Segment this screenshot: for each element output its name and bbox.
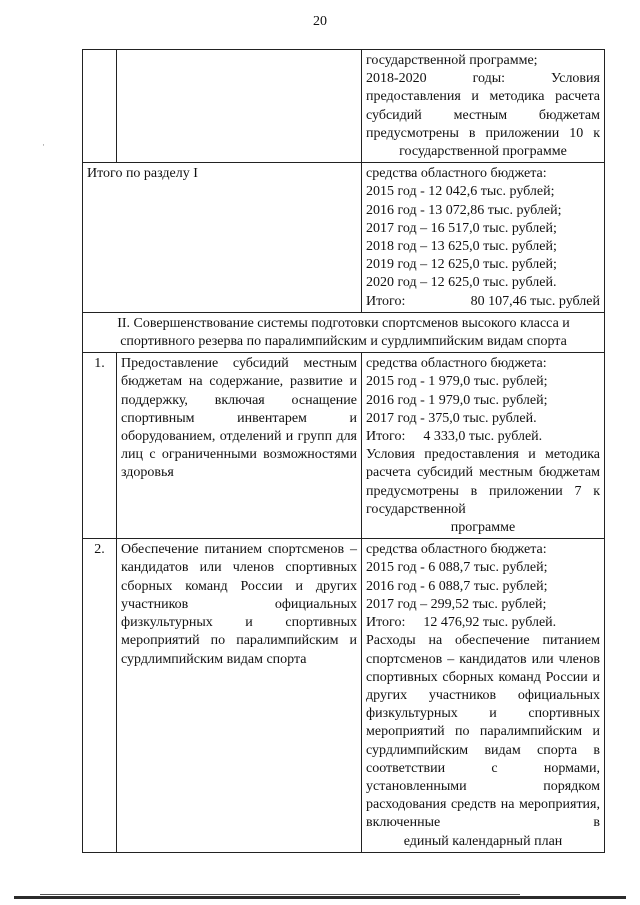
section-total-label: Итого по разделу I: [83, 163, 362, 313]
table-row: [83, 539, 605, 852]
funding-line: 2016 год - 13 072,86 тыс. рублей;: [366, 202, 562, 218]
funding-line: 2015 год - 1 979,0 тыс. рублей;: [366, 374, 548, 390]
activity-cell: Обеспечение питанием спортсменов – кандидатов или членов спортивных сборных команд России и других участников официальных физкультурных и спортивных мероприятий по паралимпийским и сурдлимпийским видам спорта: [117, 539, 362, 852]
table-row: [83, 353, 605, 539]
funding-total: [366, 614, 600, 632]
funding-line: средства областного бюджета:: [366, 166, 547, 182]
funding-line: средства областного бюджета:: [366, 356, 547, 372]
funding-line: 2020 год – 12 625,0 тыс. рублей.: [366, 275, 557, 291]
activity-cell: [117, 50, 362, 163]
program-table: [82, 49, 605, 853]
years-label: 2018-2020: [366, 71, 427, 87]
row-number-cell: 2.: [83, 539, 117, 852]
total-value: 4 333,0 тыс. рублей.: [423, 429, 543, 445]
funding-cell: [362, 539, 605, 852]
total-value: 12 476,92 тыс. рублей.: [423, 615, 557, 631]
total-value: 80 107,46 тыс. рублей: [470, 293, 600, 309]
funding-line: 2017 год – 16 517,0 тыс. рублей;: [366, 220, 557, 236]
margin-mark: ·: [42, 140, 45, 150]
row-number-cell: [83, 50, 117, 163]
funding-note: Расходы на обеспечение питанием спортсменов – кандидатов или членов спортивных сборных команд России и других участников официальных физкультурных и спортивных мероприятий по паралимпийским и сурдлимпийским видам спорта в соответствии с нормами, установленными порядком расходования средств на мероприятия, включенные в: [366, 633, 600, 831]
scan-edge-line: [40, 894, 520, 895]
funding-line: 2017 год - 375,0 тыс. рублей.: [366, 410, 537, 426]
activity-cell: Предоставление субсидий местным бюджетам на содержание, развитие и поддержку, включая оснащение спортивным инвентарем и оборудованием, отделений и групп для лиц с ограниченными возможностями здоровья: [117, 353, 362, 539]
total-label: Итого:: [366, 615, 406, 631]
row-number-cell: 1.: [83, 353, 117, 539]
page-number: 20: [313, 14, 327, 29]
funding-line: 2016 год - 1 979,0 тыс. рублей;: [366, 392, 548, 408]
funding-line: государственной программе;: [366, 53, 538, 68]
funding-line: 2015 год - 12 042,6 тыс. рублей;: [366, 184, 555, 200]
funding-note-last: единый календарный план: [403, 833, 563, 849]
total-label: Итого:: [366, 293, 406, 309]
funding-line: 2019 год – 12 625,0 тыс. рублей;: [366, 257, 557, 273]
table-row: [83, 312, 605, 352]
funding-line: 2018 год – 13 625,0 тыс. рублей;: [366, 239, 557, 255]
years-suffix: годы:: [472, 71, 506, 87]
funding-cell: [362, 50, 605, 163]
funding-line: средства областного бюджета:: [366, 542, 547, 558]
conditions-word: Условия: [551, 71, 600, 87]
funding-line: 2015 год - 6 088,7 тыс. рублей;: [366, 560, 548, 576]
table-row: [83, 50, 605, 163]
funding-total: [366, 428, 600, 446]
total-label: Итого:: [366, 429, 406, 445]
funding-note-last: программе: [450, 520, 516, 536]
funding-line: [366, 70, 600, 88]
table-row: [83, 163, 605, 313]
funding-total: [366, 293, 600, 311]
funding-cell: [362, 353, 605, 539]
section-heading: II. Совершенствование системы подготовки спортсменов высокого класса и спортивного резерва по паралимпийским и сурдлимпийским видам спорта: [83, 312, 605, 352]
funding-line: 2016 год - 6 088,7 тыс. рублей;: [366, 578, 548, 594]
scan-edge-bar: [14, 896, 626, 899]
funding-line: 2017 год – 299,52 тыс. рублей;: [366, 596, 547, 612]
funding-note-last: государственной программе: [399, 144, 567, 160]
funding-cell: [362, 163, 605, 313]
funding-note: Условия предоставления и методика расчета субсидий местным бюджетам предусмотрены в приложении 7 к государственной: [366, 447, 600, 517]
funding-note: предоставления и методика расчета субсидий местным бюджетам предусмотрены в приложении 10 к: [366, 89, 600, 141]
